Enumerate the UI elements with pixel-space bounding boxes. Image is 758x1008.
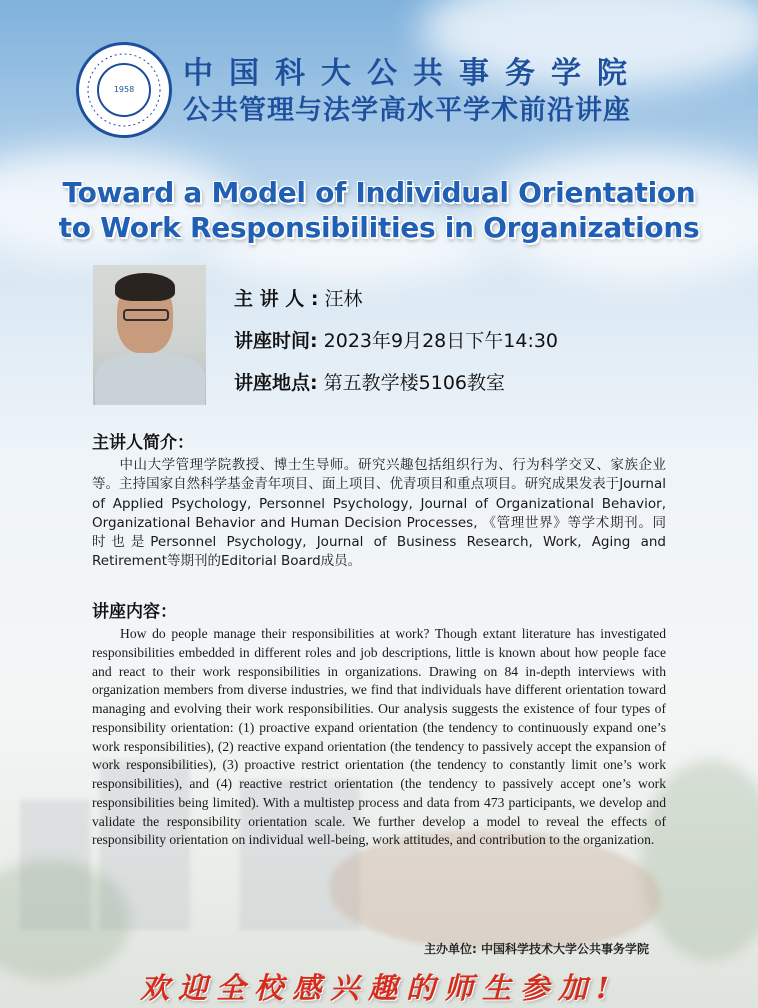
speaker-label: 主 讲 人 : xyxy=(234,288,319,310)
speaker-photo-hair xyxy=(115,273,175,301)
bio-text xyxy=(92,456,666,572)
place-value: 第五教学楼5106教室 xyxy=(317,372,506,394)
time-label: 讲座时间: xyxy=(234,330,318,352)
emblem-year: 1958 xyxy=(113,85,135,94)
abstract-paragraph: How do people manage their responsibilities at work? Though extant literature has investigated responsibilities embedded in different roles and job descriptions, little is known about how people face and react to their work responsibilities in organizations. Drawing on 84 in-depth interviews with organization members from diverse industries, we find that individuals have different orientation toward managing and evolving their work responsibilities. Our analysis suggests the existence of four types of responsibility orientation: (1) proactive expand orientation (the tendency to continuously expand one’s work responsibilities), (2) reactive expand orientation (the tendency to passively accept the expansion of work responsibilities), (3) proactive restrict orientation (the tendency to constantly limit one’s work responsibilities), and (4) reactive restrict orientation (the tendency to passively accept one’s work responsibilities being limited). With a multistep process and data from 473 participants, we develop and validate the responsibility orientation scale. We further develop a model to reveal the effects of responsibility orientation on individual well-being, work attitudes, and contribution to the organization. xyxy=(92,626,666,848)
school-name: 中国科大公共事务学院 xyxy=(183,56,643,91)
speaker-photo xyxy=(93,265,206,405)
host-organization: 主办单位: 中国科学技术大学公共事务学院 xyxy=(424,942,649,956)
speaker-photo-glasses xyxy=(123,309,169,321)
lecture-series-name: 公共管理与法学高水平学术前沿讲座 xyxy=(183,95,631,126)
place-row xyxy=(234,368,505,395)
university-emblem xyxy=(76,42,172,138)
lecture-title-line1: Toward a Model of Individual Orientation xyxy=(62,176,696,209)
abstract-text xyxy=(92,625,666,850)
bio-paragraph: 中山大学管理学院教授、博士生导师。研究兴趣包括组织行为、行为科学交叉、家族企业等。主持国家自然科学基金青年项目、面上项目、优青项目和重点项目。研究成果发表于Journal of Applied Psychology, Personnel Psychology, Journal of Organizational Behavior, Organizational Behavior and Human Decision Processes, 《管理世界》等学术期刊。同时也是Personnel Psychology, Journal of Business Research, Work, Aging and Retirement等期刊的Editorial Board成员。 xyxy=(92,457,666,570)
time-value: 2023年9月28日下午14:30 xyxy=(317,330,559,352)
place-label: 讲座地点: xyxy=(234,372,318,394)
time-row xyxy=(234,326,558,353)
content-heading: 讲座内容： xyxy=(92,602,177,622)
welcome-slogan: 欢迎全校感兴趣的师生参加! xyxy=(140,971,618,1005)
lecture-title-line2: to Work Responsibilities in Organizations xyxy=(58,211,700,244)
speaker-row xyxy=(234,284,363,311)
speaker-photo-shirt xyxy=(95,353,205,405)
speaker-value: 汪林 xyxy=(318,288,363,310)
bio-heading: 主讲人简介： xyxy=(92,433,194,453)
